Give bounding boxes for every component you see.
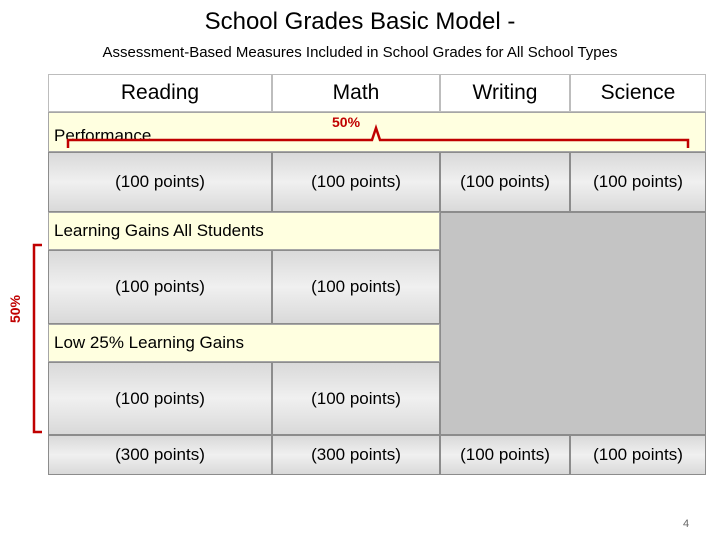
performance-reading-cell: (100 points) bbox=[48, 152, 272, 212]
low25-reading-cell: (100 points) bbox=[48, 362, 272, 435]
performance-writing-cell: (100 points) bbox=[440, 152, 570, 212]
total-math-cell: (300 points) bbox=[272, 435, 440, 475]
column-header-science: Science bbox=[570, 74, 706, 112]
performance-label: Performance bbox=[54, 126, 152, 145]
low25-label: Low 25% Learning Gains bbox=[54, 333, 244, 352]
gains-math-cell: (100 points) bbox=[272, 250, 440, 324]
learning-gains-label: Learning Gains All Students bbox=[54, 221, 264, 240]
total-reading-cell: (300 points) bbox=[48, 435, 272, 475]
performance-math-cell: (100 points) bbox=[272, 152, 440, 212]
column-header-math: Math bbox=[272, 74, 440, 112]
gains-weight: 50% bbox=[7, 294, 23, 324]
performance-weight: 50% bbox=[332, 114, 361, 130]
gains-bracket bbox=[34, 245, 42, 432]
page-number: 4 bbox=[683, 518, 690, 530]
column-header-writing: Writing bbox=[440, 74, 570, 112]
low25-math-cell: (100 points) bbox=[272, 362, 440, 435]
performance-science-cell: (100 points) bbox=[570, 152, 706, 212]
total-science-cell: (100 points) bbox=[570, 435, 706, 475]
gains-reading-cell: (100 points) bbox=[48, 250, 272, 324]
page-title: School Grades Basic Model - bbox=[204, 8, 516, 35]
performance-bracket bbox=[68, 128, 688, 148]
total-writing-cell: (100 points) bbox=[440, 435, 570, 475]
page-subtitle: Assessment-Based Measures Included in School Grades for All School Types bbox=[102, 44, 618, 61]
column-header-reading: Reading bbox=[48, 74, 272, 112]
